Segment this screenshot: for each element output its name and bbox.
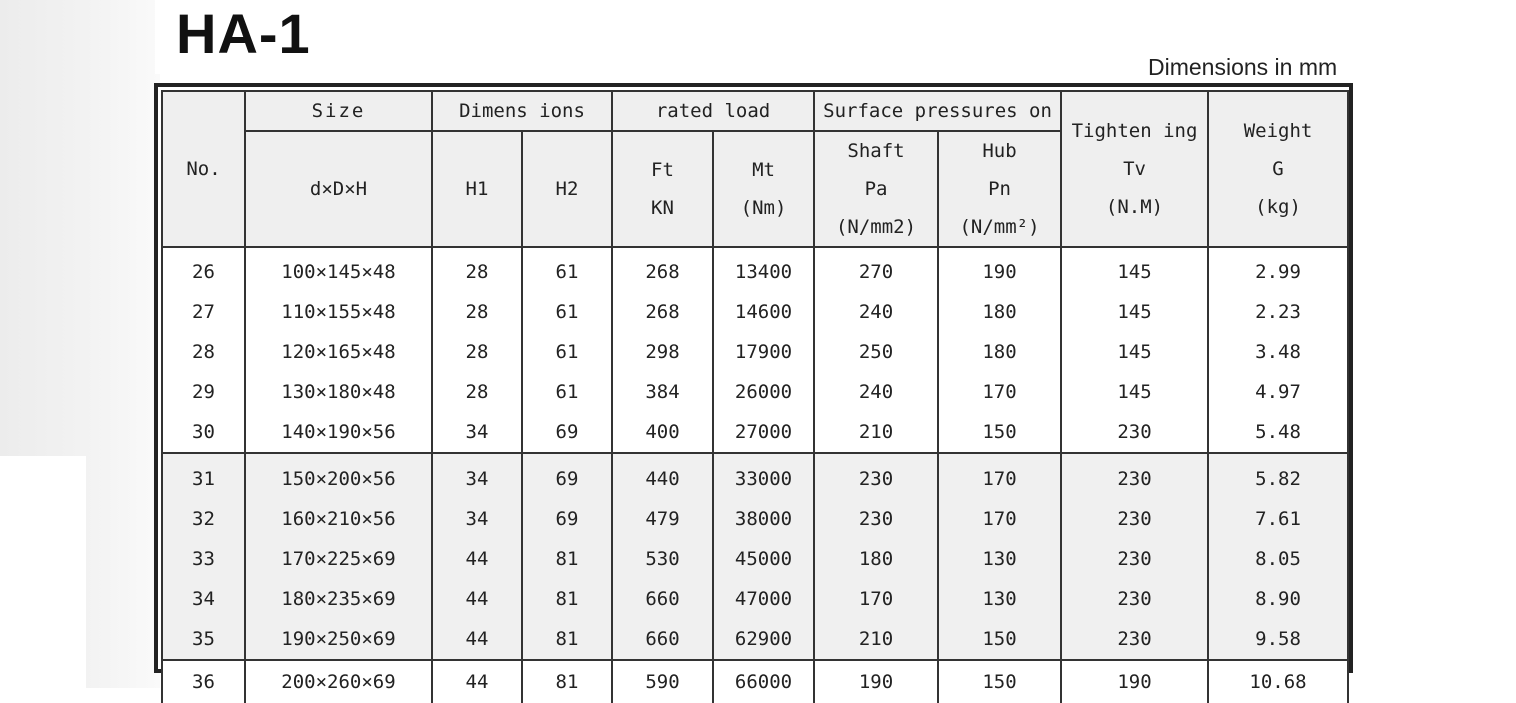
header-hub: Hub Pn (N/mm²) bbox=[938, 131, 1061, 247]
cell-h1: 34 bbox=[432, 499, 522, 539]
table-row bbox=[162, 499, 1348, 539]
cell-size: 170×225×69 bbox=[245, 539, 432, 579]
table-row bbox=[162, 247, 1348, 292]
row-group-2 bbox=[162, 453, 1348, 659]
cell-size: 110×155×48 bbox=[245, 292, 432, 332]
cell-mt: 13400 bbox=[713, 247, 814, 292]
cell-size: 200×260×69 bbox=[245, 660, 432, 703]
cell-weight: 8.90 bbox=[1208, 579, 1348, 619]
cell-weight: 3.48 bbox=[1208, 332, 1348, 372]
spec-table bbox=[161, 90, 1349, 703]
cell-mt: 33000 bbox=[713, 453, 814, 498]
cell-ft: 268 bbox=[612, 292, 713, 332]
header-weight: Weight G (kg) bbox=[1208, 91, 1348, 247]
cell-h1: 44 bbox=[432, 619, 522, 660]
cell-size: 100×145×48 bbox=[245, 247, 432, 292]
cell-weight: 9.58 bbox=[1208, 619, 1348, 660]
cell-tv: 230 bbox=[1061, 453, 1208, 498]
spec-table-frame bbox=[154, 83, 1353, 693]
cell-pa: 250 bbox=[814, 332, 938, 372]
cell-h2: 61 bbox=[522, 372, 612, 412]
cell-pa: 270 bbox=[814, 247, 938, 292]
cell-h1: 34 bbox=[432, 453, 522, 498]
cell-pn: 150 bbox=[938, 660, 1061, 703]
cell-h1: 44 bbox=[432, 579, 522, 619]
cell-weight: 10.68 bbox=[1208, 660, 1348, 703]
units-note: Dimensions in mm bbox=[1148, 54, 1338, 80]
background-notch bbox=[0, 456, 86, 688]
row-group-1 bbox=[162, 247, 1348, 453]
cell-no: 33 bbox=[162, 539, 245, 579]
cell-pa: 240 bbox=[814, 372, 938, 412]
cell-size: 120×165×48 bbox=[245, 332, 432, 372]
cell-mt: 14600 bbox=[713, 292, 814, 332]
table-row bbox=[162, 619, 1348, 660]
cell-pn: 150 bbox=[938, 619, 1061, 660]
cell-size: 180×235×69 bbox=[245, 579, 432, 619]
table-row bbox=[162, 372, 1348, 412]
table-row bbox=[162, 539, 1348, 579]
cell-h1: 28 bbox=[432, 372, 522, 412]
header-rated-load: rated load bbox=[612, 91, 814, 131]
cell-pa: 190 bbox=[814, 660, 938, 703]
cell-h2: 61 bbox=[522, 332, 612, 372]
cell-h1: 44 bbox=[432, 660, 522, 703]
cell-no: 30 bbox=[162, 412, 245, 453]
cell-h2: 81 bbox=[522, 579, 612, 619]
cell-pn: 150 bbox=[938, 412, 1061, 453]
header-h1: H1 bbox=[432, 131, 522, 247]
cell-h1: 28 bbox=[432, 292, 522, 332]
table-header bbox=[162, 91, 1348, 247]
page-title: HA-1 bbox=[176, 2, 311, 65]
header-mt: Mt (Nm) bbox=[713, 131, 814, 247]
cell-h2: 61 bbox=[522, 247, 612, 292]
cell-ft: 530 bbox=[612, 539, 713, 579]
cell-pa: 230 bbox=[814, 499, 938, 539]
cell-ft: 384 bbox=[612, 372, 713, 412]
cell-weight: 4.97 bbox=[1208, 372, 1348, 412]
cell-weight: 2.99 bbox=[1208, 247, 1348, 292]
cell-mt: 66000 bbox=[713, 660, 814, 703]
cell-pa: 230 bbox=[814, 453, 938, 498]
cell-ft: 660 bbox=[612, 619, 713, 660]
cell-tv: 230 bbox=[1061, 579, 1208, 619]
cell-pn: 170 bbox=[938, 453, 1061, 498]
cell-tv: 145 bbox=[1061, 247, 1208, 292]
cell-h2: 69 bbox=[522, 453, 612, 498]
header-no: No. bbox=[162, 91, 245, 247]
cell-h1: 28 bbox=[432, 247, 522, 292]
cell-pn: 130 bbox=[938, 579, 1061, 619]
cell-pn: 170 bbox=[938, 499, 1061, 539]
cell-ft: 440 bbox=[612, 453, 713, 498]
cell-weight: 5.82 bbox=[1208, 453, 1348, 498]
header-dimensions: Dimens ions bbox=[432, 91, 612, 131]
cell-size: 150×200×56 bbox=[245, 453, 432, 498]
cell-size: 130×180×48 bbox=[245, 372, 432, 412]
cell-h2: 69 bbox=[522, 412, 612, 453]
cell-pa: 210 bbox=[814, 619, 938, 660]
table-row bbox=[162, 332, 1348, 372]
cell-tv: 190 bbox=[1061, 660, 1208, 703]
cell-no: 34 bbox=[162, 579, 245, 619]
cell-h2: 69 bbox=[522, 499, 612, 539]
header-tightening: Tighten ing Tv (N.M) bbox=[1061, 91, 1208, 247]
cell-tv: 145 bbox=[1061, 332, 1208, 372]
header-ft: Ft KN bbox=[612, 131, 713, 247]
cell-no: 27 bbox=[162, 292, 245, 332]
cell-pn: 180 bbox=[938, 292, 1061, 332]
cell-h2: 81 bbox=[522, 619, 612, 660]
cell-mt: 17900 bbox=[713, 332, 814, 372]
cell-h2: 81 bbox=[522, 539, 612, 579]
table-row bbox=[162, 292, 1348, 332]
cell-size: 140×190×56 bbox=[245, 412, 432, 453]
cell-tv: 145 bbox=[1061, 372, 1208, 412]
header-size-sub: d×D×H bbox=[245, 131, 432, 247]
header-shaft: Shaft Pa (N/mm2) bbox=[814, 131, 938, 247]
cell-ft: 298 bbox=[612, 332, 713, 372]
cell-pa: 240 bbox=[814, 292, 938, 332]
cell-pa: 170 bbox=[814, 579, 938, 619]
cell-tv: 230 bbox=[1061, 539, 1208, 579]
header-size: Size bbox=[245, 91, 432, 131]
cell-h1: 44 bbox=[432, 539, 522, 579]
cell-weight: 2.23 bbox=[1208, 292, 1348, 332]
table-row bbox=[162, 412, 1348, 453]
cell-mt: 47000 bbox=[713, 579, 814, 619]
cell-tv: 230 bbox=[1061, 499, 1208, 539]
cell-tv: 145 bbox=[1061, 292, 1208, 332]
table-row bbox=[162, 453, 1348, 498]
header-h2: H2 bbox=[522, 131, 612, 247]
cell-mt: 45000 bbox=[713, 539, 814, 579]
cell-no: 29 bbox=[162, 372, 245, 412]
cell-mt: 26000 bbox=[713, 372, 814, 412]
cell-weight: 7.61 bbox=[1208, 499, 1348, 539]
cell-no: 28 bbox=[162, 332, 245, 372]
cell-weight: 5.48 bbox=[1208, 412, 1348, 453]
table-row bbox=[162, 660, 1348, 703]
cell-h2: 61 bbox=[522, 292, 612, 332]
cell-h1: 34 bbox=[432, 412, 522, 453]
cell-pn: 170 bbox=[938, 372, 1061, 412]
cell-tv: 230 bbox=[1061, 619, 1208, 660]
cell-mt: 38000 bbox=[713, 499, 814, 539]
cell-h2: 81 bbox=[522, 660, 612, 703]
table-row bbox=[162, 579, 1348, 619]
cell-pn: 180 bbox=[938, 332, 1061, 372]
cell-ft: 590 bbox=[612, 660, 713, 703]
cell-ft: 400 bbox=[612, 412, 713, 453]
cell-no: 31 bbox=[162, 453, 245, 498]
row-group-3 bbox=[162, 660, 1348, 703]
cell-weight: 8.05 bbox=[1208, 539, 1348, 579]
cell-no: 36 bbox=[162, 660, 245, 703]
cell-mt: 62900 bbox=[713, 619, 814, 660]
cell-pn: 130 bbox=[938, 539, 1061, 579]
cell-pn: 190 bbox=[938, 247, 1061, 292]
cell-size: 160×210×56 bbox=[245, 499, 432, 539]
cell-h1: 28 bbox=[432, 332, 522, 372]
cell-mt: 27000 bbox=[713, 412, 814, 453]
cell-ft: 268 bbox=[612, 247, 713, 292]
cell-pa: 180 bbox=[814, 539, 938, 579]
cell-no: 35 bbox=[162, 619, 245, 660]
cell-pa: 210 bbox=[814, 412, 938, 453]
cell-no: 26 bbox=[162, 247, 245, 292]
cell-no: 32 bbox=[162, 499, 245, 539]
cell-size: 190×250×69 bbox=[245, 619, 432, 660]
cell-ft: 479 bbox=[612, 499, 713, 539]
cell-tv: 230 bbox=[1061, 412, 1208, 453]
header-surface-pressures: Surface pressures on bbox=[814, 91, 1061, 131]
cell-ft: 660 bbox=[612, 579, 713, 619]
